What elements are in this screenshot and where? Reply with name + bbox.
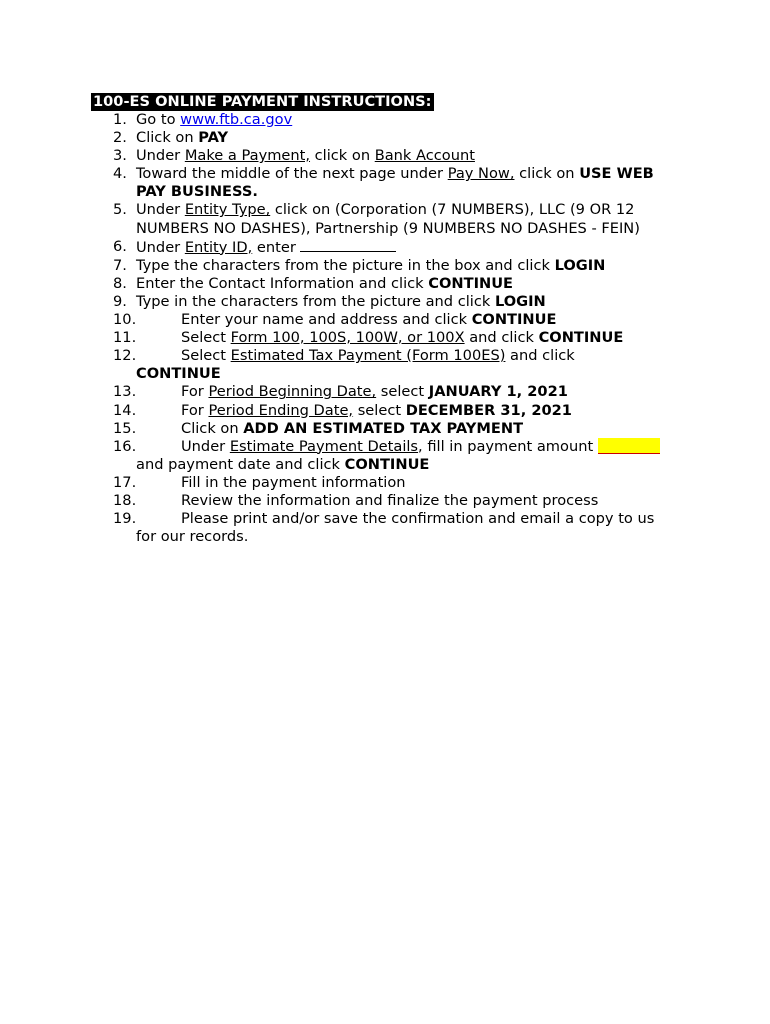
list-item: 1. Go to www.ftb.ca.gov bbox=[113, 111, 293, 128]
list-item: 4. Toward the middle of the next page under Pay Now, click on USE WEB PAY BUSINESS. bbox=[113, 165, 654, 201]
list-item: 14. For Period Ending Date, select DECEMBER 31, 2021 bbox=[113, 401, 572, 419]
list-item: 11. Select Form 100, 100S, 100W, or 100X and click CONTINUE bbox=[113, 329, 624, 347]
list-item: 12. Select Estimated Tax Payment (Form 100ES) and click CONTINUE bbox=[113, 347, 575, 383]
instruction-list bbox=[113, 111, 683, 546]
payment-amount-highlight bbox=[598, 438, 660, 454]
ftb-link[interactable]: www.ftb.ca.gov bbox=[180, 111, 293, 128]
list-item: 9. Type in the characters from the picture and click LOGIN bbox=[113, 292, 546, 310]
doc-title: 100-ES ONLINE PAYMENT INSTRUCTIONS: bbox=[93, 93, 432, 110]
list-item: 18. Review the information and finalize the payment process bbox=[113, 491, 599, 509]
list-item: 5. Under Entity Type, click on (Corporation (7 NUMBERS), LLC (9 OR 12 NUMBERS NO DASHES), Partnership (9 NUMBERS NO DASHES - FEIN) bbox=[113, 201, 640, 237]
list-item: 13. For Period Beginning Date, select JANUARY 1, 2021 bbox=[113, 383, 568, 401]
entity-id-blank bbox=[300, 238, 396, 252]
list-item: 19. Please print and/or save the confirmation and email a copy to us for our records. bbox=[113, 510, 655, 546]
list-item: 10. Enter your name and address and click CONTINUE bbox=[113, 311, 557, 329]
list-item: 6. Under Entity ID, enter bbox=[113, 238, 683, 257]
list-item: 8. Enter the Contact Information and click CONTINUE bbox=[113, 274, 514, 292]
list-item: 7. Type the characters from the picture in the box and click LOGIN bbox=[113, 256, 606, 274]
list-item: 16. Under Estimate Payment Details, fill in payment amount and payment date and click CONTINUE bbox=[113, 438, 683, 474]
list-item: 15. Click on ADD AN ESTIMATED TAX PAYMENT bbox=[113, 419, 524, 437]
list-item: 2. Click on PAY bbox=[113, 129, 229, 147]
list-item: 3. Under Make a Payment, click on Bank Account bbox=[113, 147, 475, 165]
list-item: 17. Fill in the payment information bbox=[113, 473, 406, 491]
